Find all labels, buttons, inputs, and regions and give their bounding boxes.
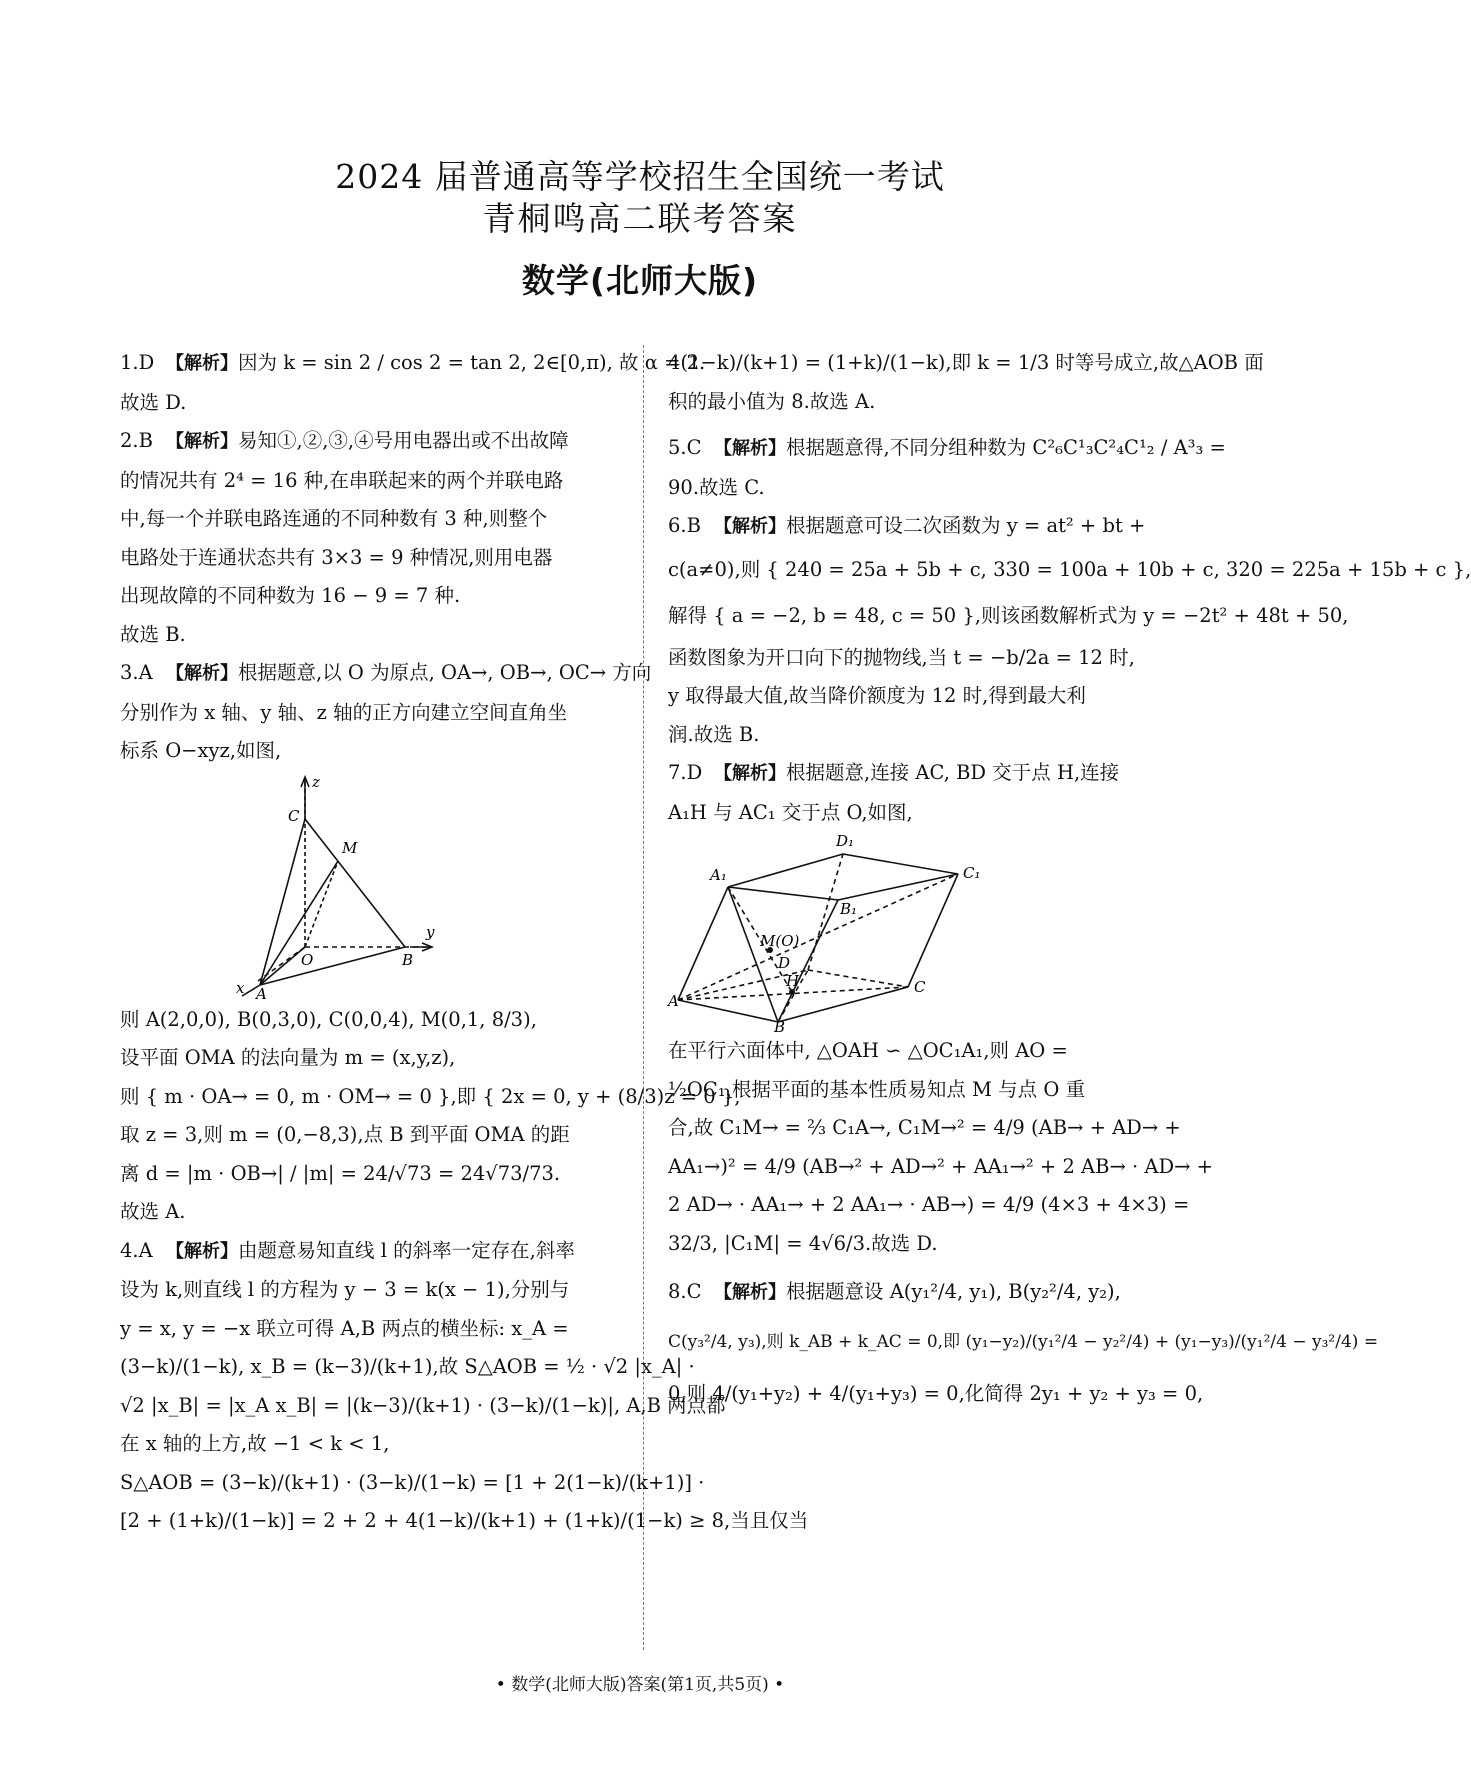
answer-text: 根据题意,连接 AC, BD 交于点 H,连接 (786, 761, 1120, 784)
answer-text: 2 AD→ · AA₁→ + 2 AA₁→ · AB→) = 4/9 (4×3 + 4×3) = (668, 1193, 1190, 1216)
answer-number: 1.D (120, 351, 155, 374)
answer-text: 根据题意,以 O 为原点, OA→, OB→, OC→ 方向 (238, 661, 652, 684)
answer-text: 因为 k = sin 2 / cos 2 = tan 2, 2∈[0,π), 故 α = 2. (238, 351, 706, 374)
answer-number: 4.A (120, 1238, 153, 1262)
header (0, 156, 1280, 304)
answer-text: 故选 B. (120, 622, 186, 646)
answer-text: 分别作为 x 轴、y 轴、z 轴的正方向建立空间直角坐 (120, 700, 568, 724)
answer-text: 标系 O−xyz,如图, (120, 739, 282, 762)
answer-text: y 取得最大值,故当降价额度为 12 时,得到最大利 (668, 684, 1086, 707)
point-m-label: M (342, 838, 358, 857)
answer-text: A₁H 与 AC₁ 交于点 O,如图, (668, 800, 913, 824)
point-b-label: B (402, 950, 414, 969)
answer-5 (668, 429, 1226, 507)
analysis-tag: 【解析】 (714, 763, 786, 784)
answer-text: 4(1−k)/(k+1) = (1+k)/(1−k),即 k = 1/3 时等号成立,故△AOB 面 (668, 351, 1264, 374)
point-d-label: D (778, 954, 791, 972)
answer-number: 7.D (668, 761, 703, 784)
answer-8 (668, 1269, 1379, 1420)
answer-text: AA₁→)² = 4/9 (AB→² + AD→² + AA₁→² + 2 AB→ · AD→ + (668, 1154, 1214, 1178)
point-h-label: H (786, 972, 800, 990)
answer-text: 32/3, |C₁M| = 4√6/3.故选 D. (668, 1231, 938, 1255)
answer-text: 根据题意设 A(y₁²/4, y₁), B(y₂²/4, y₂), (786, 1280, 1121, 1303)
analysis-tag: 【解析】 (166, 431, 238, 452)
answer-text: √2 |x_B| = |x_A x_B| = |(k−3)/(k+1) · (3−k)/(1−k)|, A,B 两点都 (120, 1393, 726, 1417)
page-footer: • 数学(北师大版)答案(第1页,共5页) • (495, 1675, 785, 1695)
axis-y-label: y (426, 922, 435, 941)
answer-text: 故选 D. (120, 390, 187, 414)
answer-text: 设平面 OMA 的法向量为 m = (x,y,z), (120, 1046, 456, 1069)
answer-text: 则 { m · OA→ = 0, m · OM→ = 0 },即 { 2x = 0, y + (8/3)z = 0 }, (120, 1084, 741, 1108)
answer-text: 积的最小值为 8.故选 A. (668, 389, 876, 413)
answer-4-continued (668, 344, 1264, 421)
analysis-tag: 【解析】 (166, 663, 238, 684)
answer-number: 2.B (120, 429, 153, 452)
point-o-label: O (301, 950, 314, 969)
parallelepiped-figure (668, 832, 1163, 1036)
tetrahedron-figure (120, 771, 615, 1001)
column-divider (643, 345, 644, 1650)
answer-text: 解得 { a = −2, b = 48, c = 50 },则该函数解析式为 y = −2t² + 48t + 50, (668, 603, 1349, 627)
axis-x-label: x (236, 978, 245, 997)
answer-text: 根据题意可设二次函数为 y = at² + bt + (786, 514, 1146, 537)
answer-text: C(y₃²/4, y₃),则 k_AB + k_AC = 0,即 (y₁−y₂)/(y₁²/4 − y₂²/4) + (y₁−y₃)/(y₁²/4 − y₃²/4) = (668, 1332, 1379, 1352)
answer-6 (668, 507, 1471, 754)
answer-number: 8.C (668, 1280, 702, 1303)
answer-text: 离 d = |m · OB→| / |m| = 24/√73 = 24√73/73. (120, 1161, 561, 1185)
answer-number: 6.B (668, 514, 701, 537)
answer-text: [2 + (1+k)/(1−k)] = 2 + 2 + 4(1−k)/(k+1) + (1+k)/(1−k) ≥ 8,当且仅当 (120, 1509, 809, 1532)
answer-text: 根据题意得,不同分组种数为 C²₆C¹₃C²₄C¹₂ / A³₃ = (786, 436, 1226, 459)
analysis-tag: 【解析】 (714, 438, 786, 459)
answer-text: 则 A(2,0,0), B(0,3,0), C(0,0,4), M(0,1, 8/3), (120, 1007, 537, 1031)
point-b-label: B (774, 1018, 786, 1036)
right-column (668, 344, 1471, 1420)
analysis-tag: 【解析】 (714, 516, 786, 537)
answer-text: 易知①,②,③,④号用电器出或不出故障 (238, 429, 569, 452)
answer-text: 电路处于连通状态共有 3×3 = 9 种情况,则用电器 (120, 545, 553, 569)
answer-text: 出现故障的不同种数为 16 − 9 = 7 种. (120, 584, 461, 607)
answer-text: 在 x 轴的上方,故 −1 < k < 1, (120, 1432, 390, 1455)
answer-text: 的情况共有 2⁴ = 16 种,在串联起来的两个并联电路 (120, 468, 564, 492)
point-c-label: C (288, 806, 300, 825)
answer-number: 3.A (120, 661, 153, 684)
answer-text: 90.故选 C. (668, 475, 765, 499)
answer-text: 0,则 4/(y₁+y₂) + 4/(y₁+y₃) = 0,化简得 2y₁ + y₂ + y₃ = 0, (668, 1382, 1204, 1405)
point-c1-label: C₁ (963, 864, 981, 882)
answer-text: y = x, y = −x 联立可得 A,B 两点的横坐标: x_A = (120, 1316, 569, 1340)
point-a-label: A (256, 984, 267, 1003)
axis-z-label: z (312, 772, 320, 791)
answer-text: c(a≠0),则 { 240 = 25a + 5b + c, 330 = 100a + 10b + c, 320 = 225a + 15b + c }, (668, 557, 1471, 581)
analysis-tag: 【解析】 (714, 1282, 786, 1303)
answer-text: 设为 k,则直线 l 的方程为 y − 3 = k(x − 1),分别与 (120, 1278, 570, 1301)
point-b1-label: B₁ (840, 900, 858, 918)
answer-1 (120, 344, 706, 422)
subject-title: 数学(北师大版) (521, 261, 759, 300)
point-a-label: A (668, 992, 679, 1010)
answer-text: 故选 A. (120, 1200, 186, 1223)
answer-text: 由题意易知直线 l 的斜率一定存在,斜率 (238, 1238, 575, 1262)
point-mo-label: M(O) (760, 932, 800, 950)
answer-text: 合,故 C₁M→ = ⅔ C₁A→, C₁M→² = 4/9 (AB→ + AD→ + (668, 1116, 1181, 1139)
analysis-tag: 【解析】 (166, 353, 238, 374)
answer-text: 在平行六面体中, △OAH ∽ △OC₁A₁,则 AO = (668, 1039, 1068, 1062)
answer-text: ½OC₁,根据平面的基本性质易知点 M 与点 O 重 (668, 1077, 1086, 1101)
answer-text: S△AOB = (3−k)/(k+1) · (3−k)/(1−k) = [1 + 2(1−k)/(k+1)] · (120, 1470, 705, 1494)
answer-text: 取 z = 3,则 m = (0,−8,3),点 B 到平面 OMA 的距 (120, 1123, 570, 1146)
answer-text: 函数图象为开口向下的抛物线,当 t = −b/2a = 12 时, (668, 645, 1135, 669)
point-a1-label: A₁ (710, 866, 727, 884)
answer-7 (668, 754, 1214, 1263)
exam-title: 2024 届普通高等学校招生全国统一考试 (335, 157, 945, 196)
answer-text: 润.故选 B. (668, 722, 760, 746)
answer-text: 中,每一个并联电路连通的不同种数有 3 种,则整个 (120, 507, 548, 530)
answer-text: (3−k)/(1−k), x_B = (k−3)/(k+1),故 S△AOB = ½ · √2 |x_A| · (120, 1355, 695, 1378)
analysis-tag: 【解析】 (166, 1240, 238, 1262)
point-c-label: C (914, 978, 926, 996)
exam-subtitle: 青桐鸣高二联考答案 (482, 199, 798, 238)
answer-2 (120, 422, 615, 654)
point-d1-label: D₁ (836, 832, 855, 850)
answer-number: 5.C (668, 436, 702, 459)
